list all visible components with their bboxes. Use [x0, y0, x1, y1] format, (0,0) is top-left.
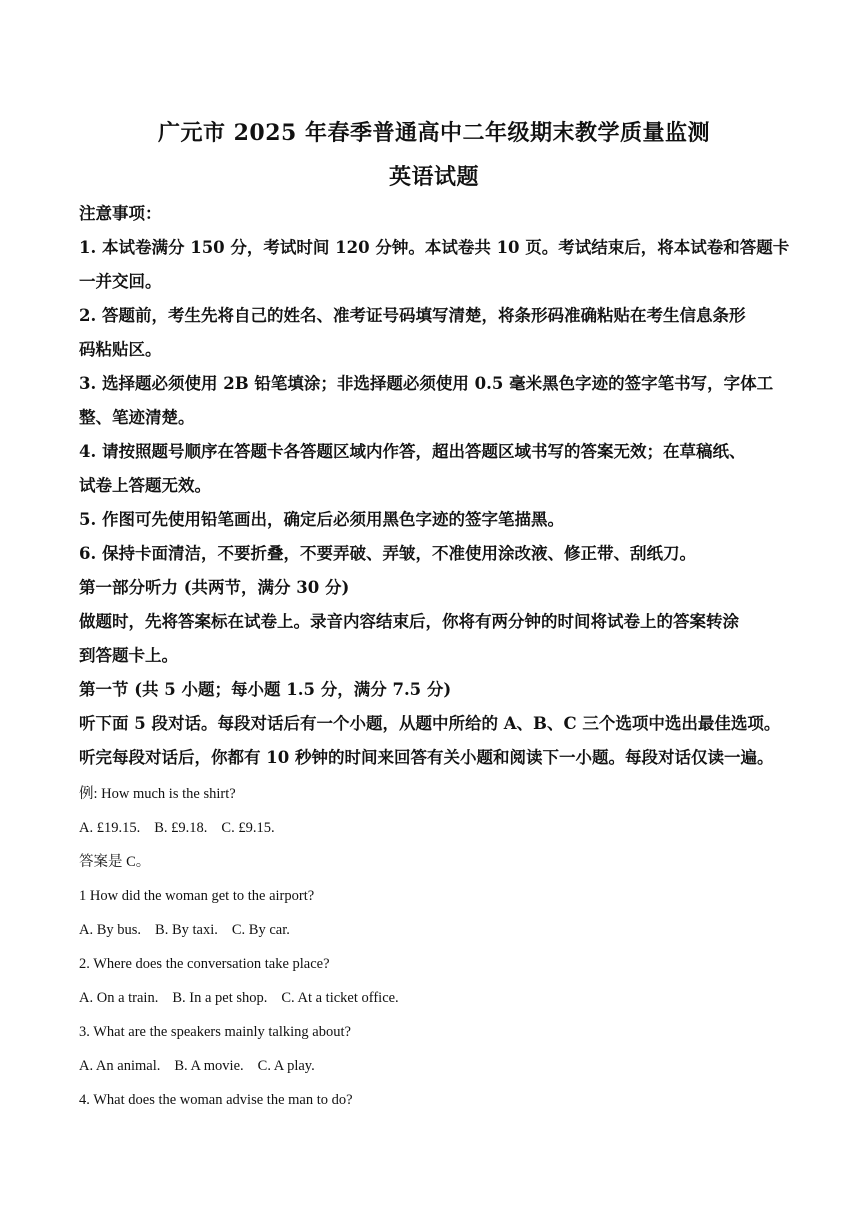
section1-instruction: 听下面 5 段对话。每段对话后有一个小题，从题中所给的 A、B、C 三个选项中选出最佳选项。 [79, 714, 781, 733]
question-3-options [79, 1054, 791, 1078]
notice-line: 一并交回。 [79, 272, 162, 291]
option-b: B. A movie. [174, 1058, 244, 1074]
notice-line: 4. 请按照题号顺序在答题卡各答题区域内作答，超出答题区域书写的答案无效；在草稿纸、 [79, 442, 746, 461]
question-2-options [79, 986, 791, 1010]
notice-line: 2. 答题前，考生先将自己的姓名、准考证号码填写清楚，将条形码准确粘贴在考生信息条形 [79, 306, 746, 325]
option-a: A. £19.15. [79, 820, 141, 836]
option-a: A. On a train. [79, 990, 159, 1006]
exam-subtitle: 英语试题 [388, 164, 479, 190]
notice-line: 试卷上答题无效。 [79, 476, 211, 495]
exam-title: 广元市 2025 年春季普通高中二年级期末教学质量监测 [157, 120, 711, 146]
example-answer: 答案是 C。 [79, 854, 151, 870]
option-a: A. An animal. [79, 1058, 161, 1074]
question-2: 2. Where does the conversation take place? [79, 956, 330, 972]
option-c: C. At a ticket office. [281, 990, 399, 1006]
example-options [79, 816, 791, 840]
notice-line: 整、笔迹清楚。 [79, 408, 195, 427]
notice-line: 1. 本试卷满分 150 分，考试时间 120 分钟。本试卷共 10 页。考试结束后，将本试卷和答题卡 [79, 238, 790, 257]
notice-line: 3. 选择题必须使用 2B 铅笔填涂；非选择题必须使用 0.5 毫米黑色字迹的签字笔书写，字体工 [79, 374, 774, 393]
option-b: B. By taxi. [155, 922, 218, 938]
question-1-options [79, 918, 791, 942]
option-a: A. By bus. [79, 922, 142, 938]
section1-heading: 第一节 (共 5 小题；每小题 1.5 分，满分 7.5 分) [79, 680, 452, 699]
notice-line: 5. 作图可先使用铅笔画出，确定后必须用黑色字迹的签字笔描黑。 [79, 510, 564, 529]
option-c: C. A play. [257, 1058, 315, 1074]
option-b: B. £9.18. [154, 820, 208, 836]
notice-heading: 注意事项： [79, 204, 162, 223]
question-4: 4. What does the woman advise the man to do? [79, 1092, 353, 1108]
example-question: 例: How much is the shirt? [79, 786, 236, 802]
option-c: C. By car. [231, 922, 290, 938]
question-1: 1 How did the woman get to the airport? [79, 888, 315, 904]
part1-instruction: 做题时，先将答案标在试卷上。录音内容结束后，你将有两分钟的时间将试卷上的答案转涂 [79, 612, 739, 631]
section1-instruction: 听完每段对话后，你都有 10 秒钟的时间来回答有关小题和阅读下一小题。每段对话仅读一遍。 [79, 748, 774, 767]
notice-line: 码粘贴区。 [79, 340, 162, 359]
option-b: B. In a pet shop. [172, 990, 268, 1006]
part1-instruction: 到答题卡上。 [79, 646, 178, 665]
question-3: 3. What are the speakers mainly talking about? [79, 1024, 351, 1040]
option-c: C. £9.15. [221, 820, 275, 836]
part1-heading: 第一部分听力 (共两节，满分 30 分) [79, 578, 350, 597]
notice-line: 6. 保持卡面清洁，不要折叠，不要弄破、弄皱，不准使用涂改液、修正带、刮纸刀。 [79, 544, 696, 563]
